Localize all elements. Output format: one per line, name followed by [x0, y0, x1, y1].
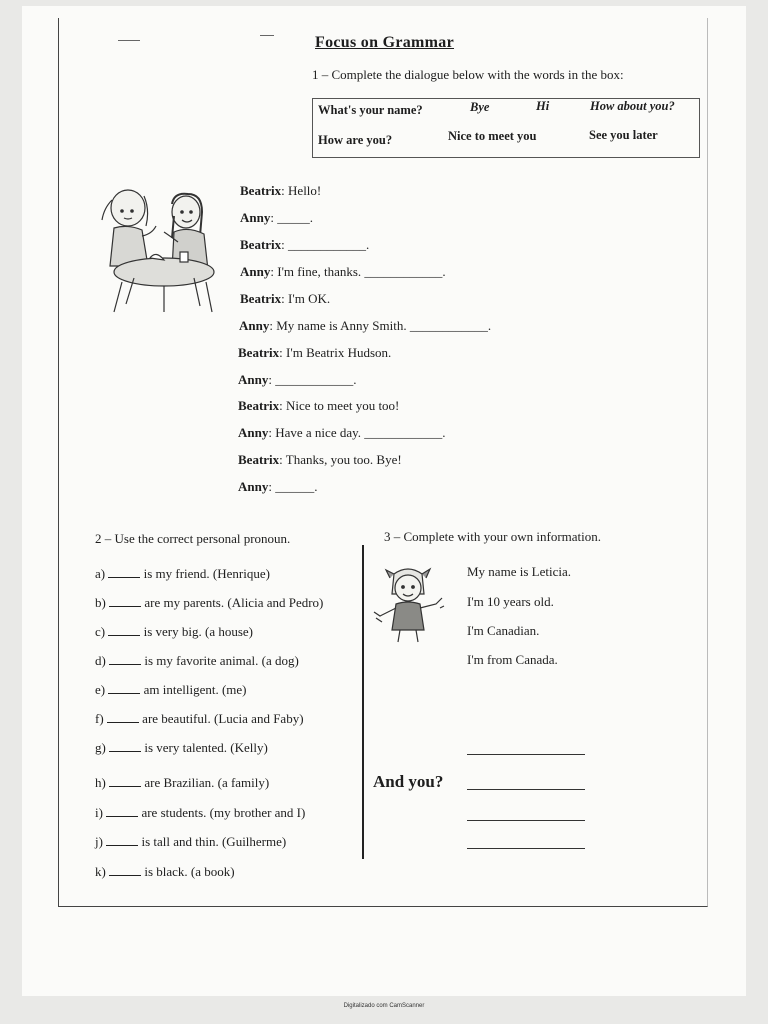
section1-instruction: 1 – Complete the dialogue below with the words in the box:: [312, 67, 624, 82]
word-box-item: Hi: [536, 99, 550, 113]
dialogue-line: Anny: ______.: [238, 479, 318, 494]
word-box-item: Bye: [470, 100, 490, 114]
and-you-heading: And you?: [373, 772, 444, 791]
pronoun-item: h) are Brazilian. (a family): [95, 775, 270, 790]
girl-waving-illustration: [372, 564, 446, 644]
dialogue-line: Anny: Have a nice day. ____________.: [238, 425, 446, 440]
dialogue-line: Beatrix: Nice to meet you too!: [238, 398, 400, 413]
answer-blank[interactable]: [109, 865, 141, 876]
answer-line[interactable]: [467, 848, 585, 849]
decorative-dash: [260, 35, 274, 36]
pronoun-item: b) are my parents. (Alicia and Pedro): [95, 595, 324, 610]
answer-blank[interactable]: [107, 712, 139, 723]
word-box-item: See you later: [589, 128, 658, 142]
pronoun-item: g) is very talented. (Kelly): [95, 740, 268, 755]
info-line: I'm from Canada.: [467, 652, 558, 667]
answer-line[interactable]: [467, 754, 585, 755]
dialogue-line: Anny: I'm fine, thanks. ____________.: [240, 264, 446, 279]
dialogue-line: Anny: My name is Anny Smith. ____________.: [239, 318, 492, 333]
answer-blank[interactable]: [109, 776, 141, 787]
pronoun-item: k) is black. (a book): [95, 864, 235, 879]
pronoun-item: f) are beautiful. (Lucia and Faby): [95, 711, 304, 726]
word-box-item: How are you?: [318, 133, 393, 147]
answer-line[interactable]: [467, 820, 585, 821]
answer-blank[interactable]: [106, 835, 138, 846]
column-divider: [362, 545, 364, 859]
pronoun-item: j) is tall and thin. (Guilherme): [95, 834, 287, 849]
word-box-item: How about you?: [590, 99, 675, 113]
section2-instruction: 2 – Use the correct personal pronoun.: [95, 531, 291, 546]
dialogue-line: Beatrix: I'm OK.: [240, 291, 331, 306]
info-line: My name is Leticia.: [467, 564, 571, 579]
two-girls-illustration: [94, 186, 226, 316]
section3-instruction: 3 – Complete with your own information.: [384, 529, 602, 544]
worksheet-title: Focus on Grammar: [315, 34, 455, 51]
dialogue-line: Beatrix: I'm Beatrix Hudson.: [238, 345, 392, 360]
answer-line[interactable]: [467, 789, 585, 790]
info-line: I'm 10 years old.: [467, 594, 554, 609]
word-box-item: What's your name?: [318, 103, 423, 117]
pronoun-item: e) am intelligent. (me): [95, 682, 247, 697]
decorative-dash: [118, 40, 140, 41]
pronoun-item: c) is very big. (a house): [95, 624, 253, 639]
pronoun-item: a) is my friend. (Henrique): [95, 566, 270, 581]
dialogue-line: Anny: _____.: [240, 210, 313, 225]
dialogue-line: Beatrix: Hello!: [240, 183, 322, 198]
word-box-item: Nice to meet you: [448, 129, 537, 143]
answer-blank[interactable]: [106, 806, 138, 817]
answer-blank[interactable]: [108, 567, 140, 578]
answer-blank[interactable]: [109, 596, 141, 607]
answer-blank[interactable]: [108, 683, 140, 694]
answer-blank[interactable]: [109, 654, 141, 665]
info-line: I'm Canadian.: [467, 623, 540, 638]
dialogue-line: Beatrix: Thanks, you too. Bye!: [238, 452, 402, 467]
answer-blank[interactable]: [109, 741, 141, 752]
dialogue-line: Anny: ____________.: [238, 372, 357, 387]
dialogue-line: Beatrix: ____________.: [240, 237, 370, 252]
pronoun-item: i) are students. (my brother and I): [95, 805, 306, 820]
scanner-footer: Digitalizado com CamScanner: [343, 1003, 425, 1009]
pronoun-item: d) is my favorite animal. (a dog): [95, 653, 299, 668]
answer-blank[interactable]: [108, 625, 140, 636]
